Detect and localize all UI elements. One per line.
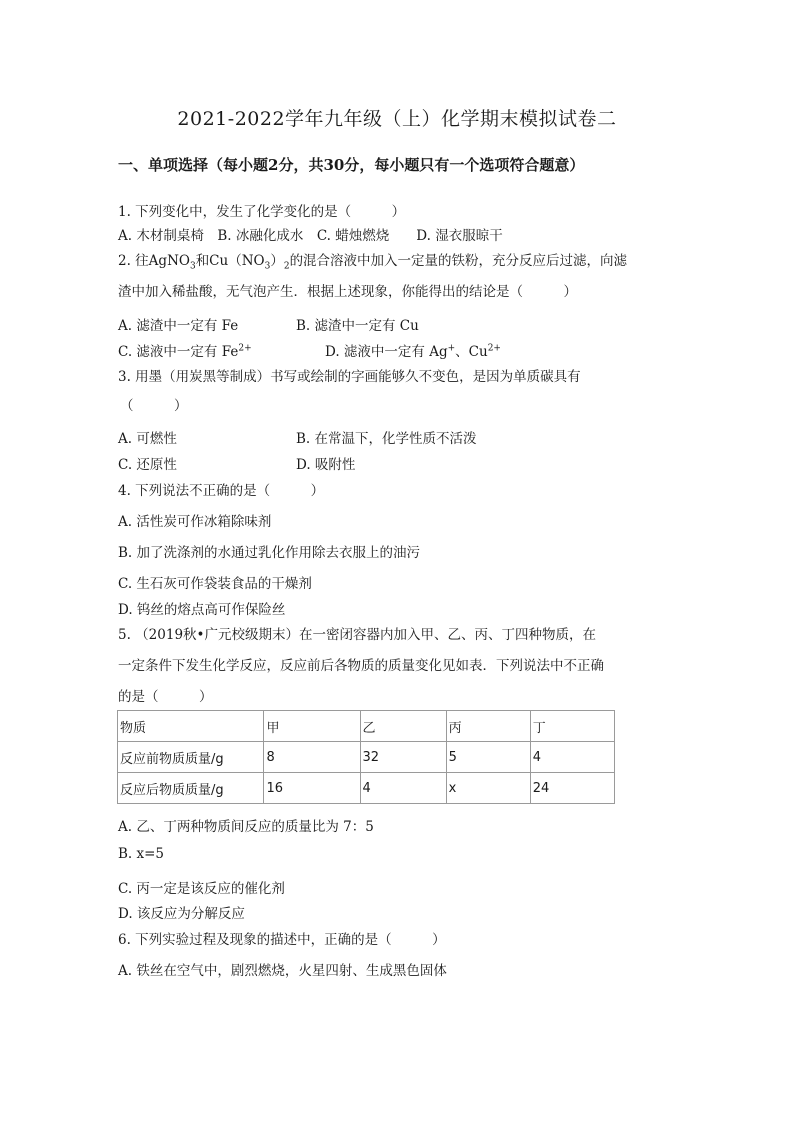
page-title: 2021-2022学年九年级（上）化学期末模拟试卷二: [177, 108, 617, 130]
question-5-line-3: 的是（ ）: [118, 689, 213, 705]
question-6-option-a: A. 铁丝在空气中，剧烈燃烧，火星四射、生成黑色固体: [118, 963, 447, 979]
question-2-option-b: B. 滤渣中一定有 Cu: [296, 318, 419, 334]
question-3-option-b: B. 在常温下，化学性质不活泼: [296, 431, 477, 447]
table-cell: 甲: [264, 711, 360, 742]
table-cell: 乙: [360, 711, 446, 742]
mass-change-table: [117, 710, 615, 804]
question-6-stem: 6. 下列实验过程及现象的描述中，正确的是（ ）: [118, 932, 446, 948]
table-row: [118, 711, 615, 742]
question-5-line-2: 一定条件下发生化学反应，反应前后各物质的质量变化见如表．下列说法中不正确: [118, 658, 604, 674]
question-1-options: A. 木材制桌椅 B. 冰融化成水 C. 蜡烛燃烧 D. 湿衣服晾干: [118, 228, 503, 244]
q2-subscript: 2: [283, 261, 290, 272]
question-5-option-b: B. x=5: [118, 846, 165, 862]
q2d-text: D. 滤液中一定有 Ag: [325, 344, 448, 360]
question-3-option-c: C. 还原性: [118, 457, 177, 473]
question-3-option-d: D. 吸附性: [296, 457, 356, 473]
table-row: [118, 742, 615, 773]
question-3-stem: 3. 用墨（用炭黑等制成）书写或绘制的字画能够久不变色，是因为单质碳具有: [118, 369, 581, 385]
table-cell: x: [446, 773, 530, 804]
question-2-option-d: [325, 340, 501, 360]
table-cell: 16: [264, 773, 360, 804]
question-4-option-d: D. 钨丝的熔点高可作保险丝: [118, 602, 286, 618]
question-5-option-c: C. 丙一定是该反应的催化剂: [118, 881, 285, 897]
q2c-superscript: 2+: [238, 343, 252, 354]
q2-subscript: 3: [189, 261, 196, 272]
table-cell: 4: [360, 773, 446, 804]
table-cell: 24: [530, 773, 614, 804]
table-cell: 4: [530, 742, 614, 773]
question-5-line-1: 5. （2019秋•广元校级期末）在一密闭容器内加入甲、乙、丙、丁四种物质，在: [118, 627, 596, 643]
section-heading: 一、单项选择（每小题2分，共30分，每小题只有一个选项符合题意）: [118, 156, 585, 174]
q2d-text: 、Cu: [455, 344, 488, 360]
question-4-stem: 4. 下列说法不正确的是（ ）: [118, 483, 325, 499]
question-3-paren: （ ）: [120, 398, 188, 414]
question-4-option-c: C. 生石灰可作袋装食品的干燥剂: [118, 576, 312, 592]
table-cell: 反应前物质质量/g: [118, 742, 264, 773]
question-2-line-1: [118, 249, 627, 272]
question-2-line-2: 渣中加入稀盐酸，无气泡产生．根据上述现象，你能得出的结论是（ ）: [118, 284, 577, 300]
question-5-option-a: A. 乙、丁两种物质间反应的质量比为 7：5: [118, 819, 374, 835]
table-cell: 反应后物质质量/g: [118, 773, 264, 804]
question-2-option-a: A. 滤渣中一定有 Fe: [118, 318, 239, 334]
table-cell: 32: [360, 742, 446, 773]
q2-text: 和Cu（NO: [195, 253, 265, 269]
question-1-stem: 1. 下列变化中，发生了化学变化的是（ ）: [118, 204, 406, 220]
q2-text: ）: [270, 253, 284, 269]
table-row: [118, 773, 615, 804]
q2d-superscript: +: [447, 343, 456, 354]
table-cell: 丁: [530, 711, 614, 742]
question-4-option-b: B. 加了洗涤剂的水通过乳化作用除去衣服上的油污: [118, 545, 421, 561]
question-4-option-a: A. 活性炭可作冰箱除味剂: [118, 514, 272, 530]
q2d-superscript: 2+: [487, 343, 501, 354]
q2c-text: C. 滤液中一定有 Fe: [118, 344, 239, 360]
table-cell: 8: [264, 742, 360, 773]
q2-subscript: 3: [264, 261, 271, 272]
question-2-option-c: [118, 340, 252, 360]
table-cell: 5: [446, 742, 530, 773]
q2-text: 的混合溶液中加入一定量的铁粉，充分反应后过滤，向滤: [289, 253, 628, 269]
question-3-option-a: A. 可燃性: [118, 431, 177, 447]
question-5-option-d: D. 该反应为分解反应: [118, 906, 245, 922]
table-cell: 丙: [446, 711, 530, 742]
table-cell: 物质: [118, 711, 264, 742]
q2-text: 2. 往AgNO: [118, 253, 190, 269]
